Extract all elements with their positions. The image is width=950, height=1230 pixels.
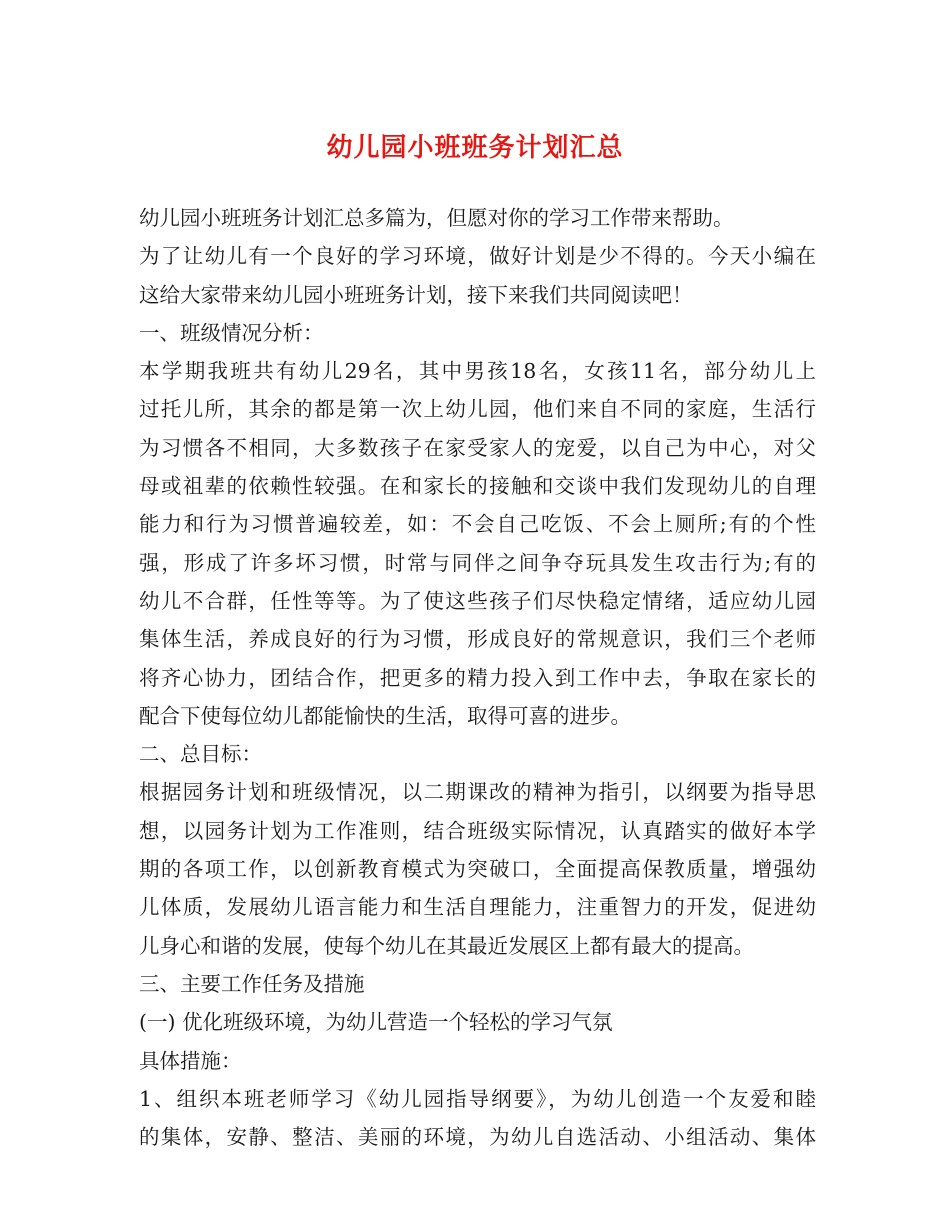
body-text-line: 二、总目标：: [139, 742, 262, 767]
body-text-line: 配合下使每位幼儿都能愉快的生活，取得可喜的进步。: [139, 703, 631, 728]
body-text-line: 根据园务计划和班级情况，以二期课改的精神为指引，以纲要为指导思: [139, 780, 816, 805]
body-text-line: 三、主要工作任务及措施: [139, 971, 365, 996]
body-text-line: 为习惯各不相同，大多数孩子在家受家人的宠爱，以自己为中心，对父: [139, 435, 816, 460]
body-text-line: 想，以园务计划为工作准则，结合班级实际情况，认真踏实的做好本学: [139, 818, 816, 843]
body-text-line: (一) 优化班级环境，为幼儿营造一个轻松的学习气氛: [139, 1010, 613, 1035]
body-text-line: 这给大家带来幼儿园小班班务计划，接下来我们共同阅读吧！: [139, 282, 693, 307]
body-text-line: 的集体，安静、整洁、美丽的环境，为幼儿自选活动、小组活动、集体: [139, 1125, 816, 1150]
body-text-line: 将齐心协力，团结合作，把更多的精力投入到工作中去，争取在家长的: [139, 665, 816, 690]
document-body: [139, 199, 816, 1156]
body-text-line: 本学期我班共有幼儿29名，其中男孩18名，女孩11名，部分幼儿上: [139, 359, 816, 384]
body-text-line: 幼儿园小班班务计划汇总多篇为，但愿对你的学习工作带来帮助。: [139, 206, 734, 230]
body-text-line: 幼儿不合群，任性等等。为了使这些孩子们尽快稳定情绪，适应幼儿园: [139, 588, 816, 613]
body-text-line: 期的各项工作，以创新教育模式为突破口，全面提高保教质量，增强幼: [139, 857, 816, 882]
body-text-line: 为了让幼儿有一个良好的学习环境，做好计划是少不得的。今天小编在: [139, 244, 816, 269]
body-text-line: 能力和行为习惯普遍较差，如：不会自己吃饭、不会上厕所;有的个性: [139, 512, 816, 537]
body-text-line: 一、班级情况分析：: [139, 320, 324, 345]
body-text-line: 强，形成了许多坏习惯，时常与同伴之间争夺玩具发生攻击行为;有的: [139, 550, 816, 575]
body-text-line: 儿身心和谐的发展，使每个幼儿在其最近发展区上都有最大的提高。: [139, 933, 754, 958]
document-title: 幼儿园小班班务计划汇总: [326, 133, 624, 163]
body-text-line: 母或祖辈的依赖性较强。在和家长的接触和交谈中我们发现幼儿的自理: [139, 474, 816, 499]
body-text-line: 具体措施：: [139, 1048, 242, 1073]
body-text-line: 儿体质，发展幼儿语言能力和生活自理能力，注重智力的开发，促进幼: [139, 895, 816, 920]
body-text-line: 过托儿所，其余的都是第一次上幼儿园，他们来自不同的家庭，生活行: [139, 397, 816, 422]
body-text-line: 1、组织本班老师学习《幼儿园指导纲要》，为幼儿创造一个友爱和睦: [139, 1086, 816, 1111]
body-text-line: 集体生活，养成良好的行为习惯，形成良好的常规意识，我们三个老师: [139, 627, 816, 652]
